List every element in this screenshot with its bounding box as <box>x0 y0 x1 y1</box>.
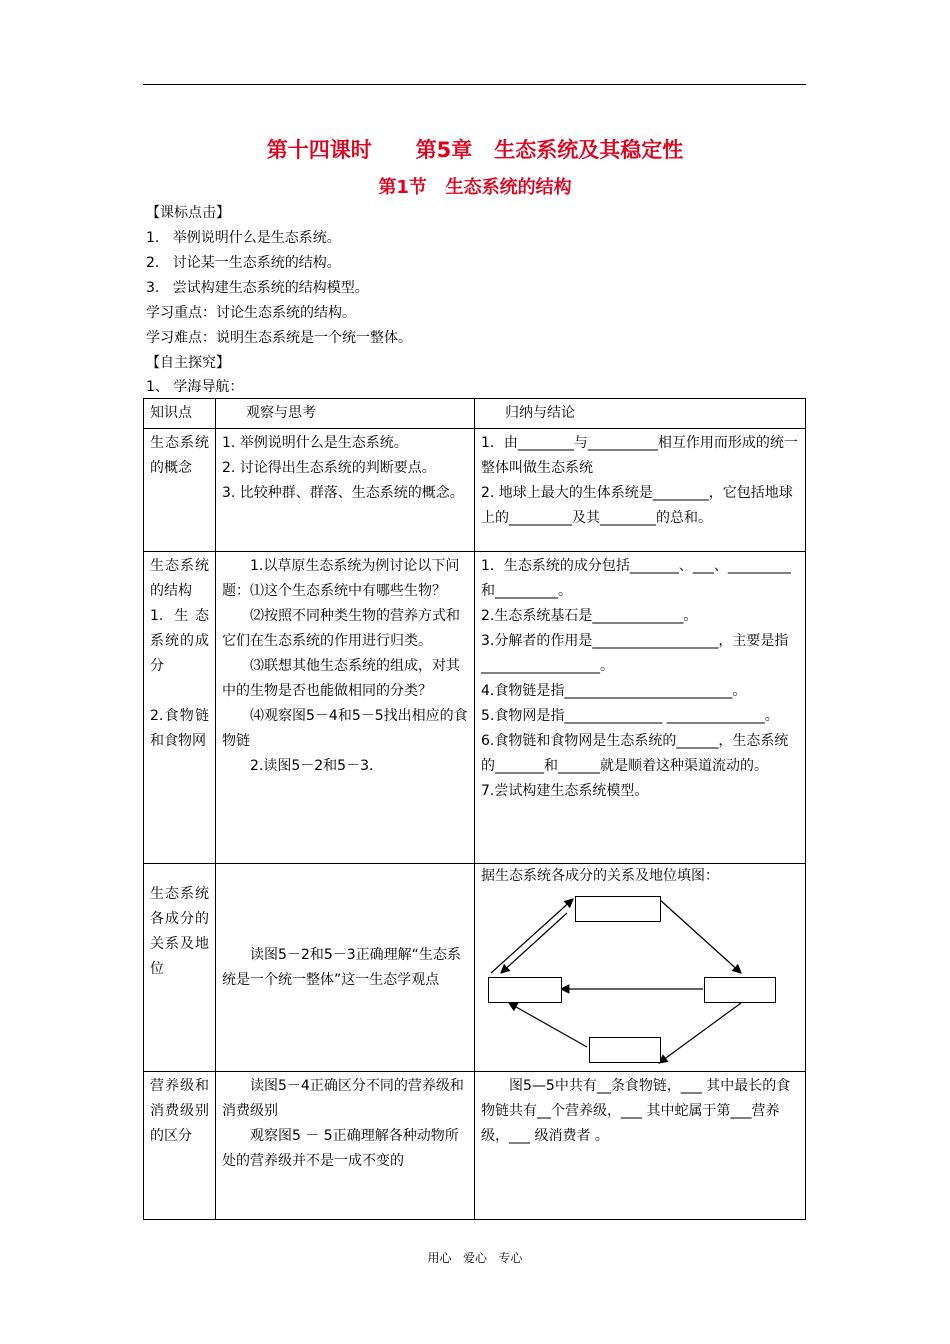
conclude-item: 7.尝试构建生态系统模型。 <box>481 783 649 799</box>
observe-item: ⑵按照不同种类生物的营养方式和它们在生态系统的作用进行归类。 <box>222 608 460 649</box>
diagram-box-right <box>704 977 776 1003</box>
conclude-item: 1．由________与__________相互作用而形成的统一整体叫做生态系统 <box>481 435 798 476</box>
table-header-row <box>144 399 806 429</box>
topic-text: 生态系统的结构 <box>150 558 209 599</box>
header-observe: 观察与思考 <box>216 399 475 429</box>
observe-item: ⑷观察图5－4和5－5找出相应的食物链 <box>222 708 468 749</box>
diagram-box-top <box>575 896 661 922</box>
observe-cell <box>216 1072 475 1220</box>
observe-cell <box>216 552 475 864</box>
ecosystem-diagram <box>475 889 793 1071</box>
study-table <box>143 398 806 1220</box>
observe-item: 读图5－2和5－3正确理解“生态系统是一个统一整体”这一生态学观点 <box>222 946 461 988</box>
conclude-cell <box>475 1072 806 1220</box>
difficult-point: 学习难点：说明生态系统是一个统一整体。 <box>146 330 412 346</box>
observe-item: 读图5－4正确区分不同的营养级和消费级别 <box>222 1078 464 1119</box>
topic-text: 2.食物链和食物网 <box>150 708 209 749</box>
navigation-heading: 1、 学海导航： <box>146 379 244 395</box>
conclude-item: 2.生态系统基石是_____________。 <box>481 608 698 624</box>
table-row <box>144 552 806 864</box>
intro-heading-standards: 【课标点击】 <box>146 205 230 221</box>
observe-cell <box>216 864 475 1072</box>
lesson-title: 第十四课时 第5章 生态系统及其稳定性 <box>266 138 684 162</box>
observe-item: 1. 举例说明什么是生态系统。 <box>222 435 408 451</box>
key-point: 学习重点：讨论生态系统的结构。 <box>146 305 356 321</box>
observe-item: 观察图5 － 5正确理解各种动物所处的营养级并不是一成不变的 <box>222 1128 459 1169</box>
observe-cell <box>216 429 475 552</box>
topic-text: 1. 生态系统的成分 <box>150 608 209 674</box>
conclude-item: 6.食物链和食物网是生态系统的______，生态系统的_______和______就是顺着这种渠道流动的。 <box>481 733 789 774</box>
observe-item: ⑶联想其他生态系统的组成，对其中的生物是否也能做相同的分类？ <box>222 658 460 699</box>
conclude-cell <box>475 864 806 1072</box>
diagram-box-left <box>488 977 562 1003</box>
conclude-cell <box>475 429 806 552</box>
observe-item: 2. 讨论得出生态系统的判断要点。 <box>222 460 436 476</box>
topic-cell: 营养级和消费级别的区分 <box>144 1072 216 1220</box>
observe-item: 3. 比较种群、群落、生态系统的概念。 <box>222 485 464 501</box>
topic-cell: 生态系统各成分的关系及地位 <box>144 864 216 1072</box>
conclude-item: 3.分解者的作用是__________________，主要是指_________________。 <box>481 633 789 674</box>
footer-motto: 用心 爱心 专心 <box>427 1251 523 1265</box>
conclude-item: 2. 地球上最大的生体系统是________，它包括地球上的_________及其________的总和。 <box>481 485 793 526</box>
intro-item-2: 2. 讨论某一生态系统的结构。 <box>146 255 341 271</box>
conclude-item: 1．生态系统的成分包括_______、___、_________和_________。 <box>481 558 791 599</box>
diagram-caption: 据生态系统各成分的关系及地位填图： <box>481 868 719 884</box>
intro-item-3: 3. 尝试构建生态系统的结构模型。 <box>146 280 369 296</box>
intro-heading-explore: 【自主探究】 <box>146 355 230 371</box>
conclude-item: 图5—5中共有__条食物链，___ 其中最长的食物链共有__个营养级，___ 其中蛇属于第___营养级，___ 级消费者 。 <box>481 1078 791 1144</box>
intro-item-1: 1. 举例说明什么是生态系统。 <box>146 230 341 246</box>
header-rule <box>143 84 806 85</box>
table-row <box>144 864 806 1072</box>
table-row <box>144 429 806 552</box>
topic-cell: 生态系统的概念 <box>144 429 216 552</box>
conclude-item: 4.食物链是指________________________。 <box>481 683 747 699</box>
table-row <box>144 1072 806 1220</box>
header-conclude: 归纳与结论 <box>475 399 806 429</box>
observe-item: 1.以草原生态系统为例讨论以下问题：⑴这个生态系统中有哪些生物？ <box>222 558 460 599</box>
header-topic: 知识点 <box>144 399 216 429</box>
topic-cell <box>144 552 216 864</box>
observe-item: 2.读图5－2和5－3． <box>250 758 383 774</box>
conclude-item: 5.食物网是指______________ ______________。 <box>481 708 779 724</box>
section-title: 第1节 生态系统的结构 <box>378 177 572 198</box>
diagram-box-bottom <box>589 1037 661 1063</box>
conclude-cell <box>475 552 806 864</box>
